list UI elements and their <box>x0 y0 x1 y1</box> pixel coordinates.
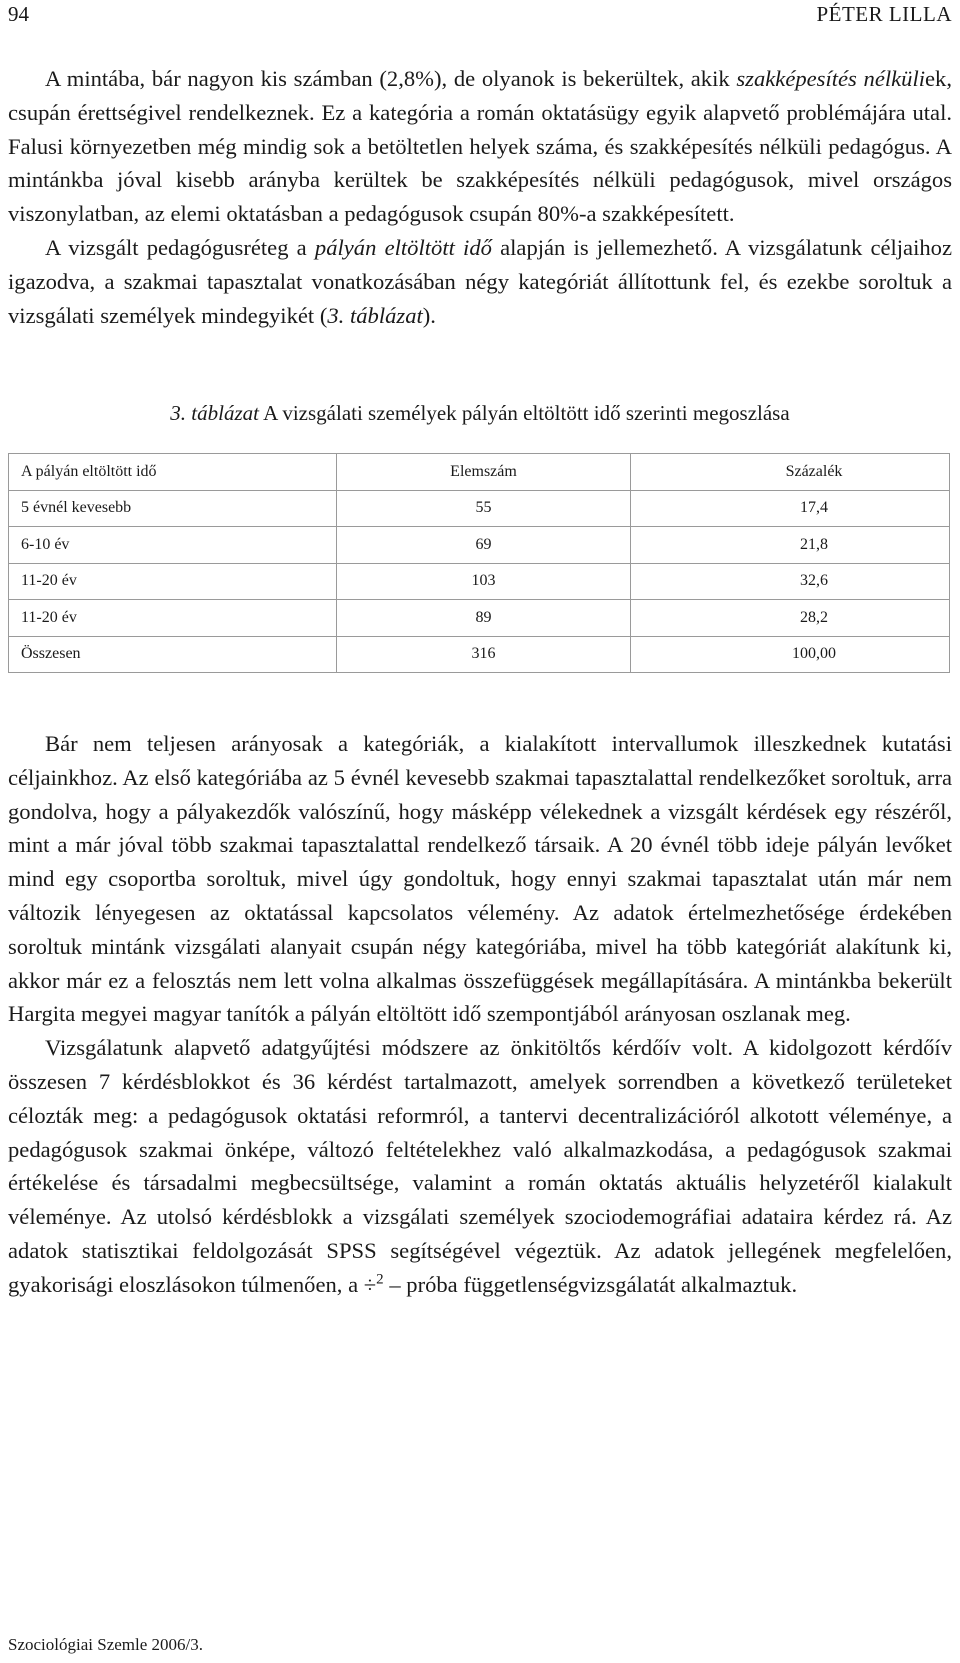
paragraph-1 <box>8 62 952 231</box>
table-cell: 89 <box>337 600 631 637</box>
paragraph-4-text-a: Vizsgálatunk alapvető adatgyűjtési módszere az önkitöltős kérdőív volt. A kidolgozott kérdőív összesen 7 kérdésblokkot és 36 kérdést tartalmazott, amelyek sorrendben a következő területeket célozták meg: a pedagógusok oktatási reformról, a tantervi decentralizációról alkotott véleménye, a pedagógusok szakmai önképe, változó feltételekhez való alkalmazkodása, a pedagógusok szakmai értékelése és társadalmi megbecsültsége, valamint a román oktatás aktuális helyzetéről kialakult véleménye. Az utolsó kérdésblokk a vizsgálati személyek szociodemográfiai adataira kérdez rá. Az adatok statisztikai feldolgozását SPSS segítségével végeztük. Az adatok jellegének megfelelően, gyakorisági eloszlásokon túlmenően, a ÷ <box>8 1035 952 1297</box>
table-cell: 69 <box>337 527 631 564</box>
table-caption <box>0 401 960 426</box>
paragraph-2-text-a: A vizsgált pedagógusréteg a <box>45 234 315 260</box>
table-caption-text: A vizsgálati személyek pályán eltöltött idő szerinti megoszlása <box>258 401 790 425</box>
table-cell: 11-20 év <box>9 600 337 637</box>
table-total-row <box>9 636 950 673</box>
table-cell: 11-20 év <box>9 563 337 600</box>
table-cell: 32,6 <box>631 563 950 600</box>
page-header <box>8 2 952 30</box>
paragraph-2-text-b: alapján is jellemezhető. A vizsgálatunk céljaihoz igazodva, a szakmai tapasztalat vonatkozásában négy kategóriát állítottunk fel, és ezekbe soroltuk a vizsgálati személyek mindegyikét ( <box>8 234 952 328</box>
table-row <box>9 527 950 564</box>
paragraph-2-table-ref: 3. táblázat <box>327 302 423 328</box>
paragraph-2 <box>8 231 952 332</box>
table-cell: Összesen <box>9 636 337 673</box>
table-cell: 5 évnél kevesebb <box>9 490 337 527</box>
table-cell: 100,00 <box>631 636 950 673</box>
table-cell: 6-10 év <box>9 527 337 564</box>
body-text-lower <box>8 727 952 1302</box>
table-header-cell: Elemszám <box>337 454 631 491</box>
table-row <box>9 490 950 527</box>
table-cell: 103 <box>337 563 631 600</box>
table-header-row <box>9 454 950 491</box>
table-cell: 55 <box>337 490 631 527</box>
table-header-cell: A pályán eltöltött idő <box>9 454 337 491</box>
table-cell: 316 <box>337 636 631 673</box>
table-header-cell: Százalék <box>631 454 950 491</box>
table-row <box>9 600 950 637</box>
paragraph-4-text-b: – próba függetlenségvizsgálatát alkalmaztuk. <box>383 1271 798 1297</box>
paragraph-2-text-c: ). <box>422 302 436 328</box>
paragraph-1-text-b: ek, csupán érettségivel rendelkeznek. Ez a kategória a román oktatásügy egyik alapvető problémájára utal. Falusi környezetben még mindig sok a betöltetlen helyek száma, és szakképesítés nélküli pedagógus. A mintánkba jóval kisebb arányba kerültek be szakképesítés nélküli pedagógusok, mivel országos viszonylatban, az elemi oktatásban a pedagógusok csupán 80%-a szakképesített. <box>8 66 952 227</box>
page-footer: Szociológiai Szemle 2006/3. <box>8 1635 203 1654</box>
table-cell: 21,8 <box>631 527 950 564</box>
table-caption-label: 3. táblázat <box>170 401 259 425</box>
table-row <box>9 563 950 600</box>
table-cell: 17,4 <box>631 490 950 527</box>
page-number: 94 <box>8 2 29 26</box>
data-table <box>8 453 950 673</box>
table-cell: 28,2 <box>631 600 950 637</box>
paragraph-1-text-a: A mintába, bár nagyon kis számban (2,8%), de olyanok is bekerültek, akik <box>45 66 737 91</box>
paragraph-3: Bár nem teljesen arányosak a kategóriák, a kialakított intervallumok illeszkednek kutatási céljainkhoz. Az első kategóriába az 5 évnél kevesebb szakmai tapasztalattal rendelkezőket soroltuk, arra gondolva, hogy a pályakezdők valószínű, hogy másképp vélekednek a vizsgált kérdések egy részéről, mint a már jóval több szakmai tapasztalattal rendelkező társaik. A 20 évnél több ideje pályán levőket mind egy csoportba soroltuk, mivel úgy gondoltuk, hogy ennyi szakmai tapasztalat után már nem változik lényegesen az oktatással kapcsolatos vélemény. Az adatok értelmezhetősége érdekében soroltuk mintánk vizsgálati alanyait csupán négy kategóriába, mivel ha több kategóriát alakítunk ki, akkor már ez a felosztás nem lett volna alkalmas összefüggések megállapítására. A mintánkba bekerült Hargita megyei magyar tanítók a pályán eltöltött idő szempontjából arányosan oszlanak meg. <box>8 731 952 1027</box>
chi-square-superscript: 2 <box>376 1271 384 1288</box>
running-head-author: PÉTER LILLA <box>816 2 952 26</box>
paragraph-1-italic: szakképesítés nélküli <box>736 66 926 91</box>
paragraph-2-italic: pályán eltöltött idő <box>314 234 492 260</box>
body-text-upper <box>8 62 952 332</box>
paragraph-4 <box>8 1031 952 1301</box>
